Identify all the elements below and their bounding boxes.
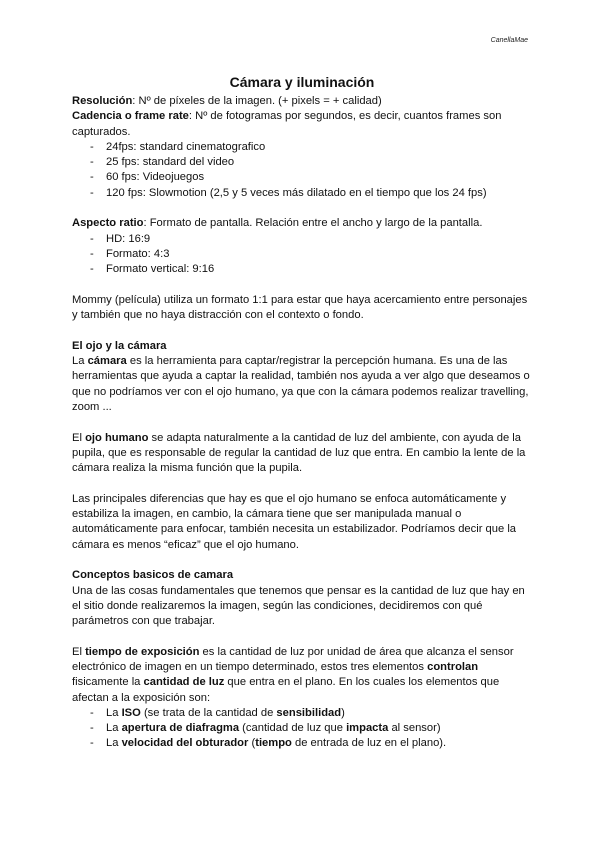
bold-term: tiempo (255, 737, 292, 750)
text-span: al sensor) (388, 722, 441, 735)
aspect-text: : Formato de pantalla. Relación entre el ancho y largo de la pantalla. (143, 217, 483, 230)
list-item: - Formato vertical: 9:16 (72, 262, 532, 277)
author-header: CanellaMae (490, 37, 528, 44)
eye-camera-heading: El ojo y la cámara (72, 339, 167, 352)
aspect-label: Aspecto ratio (72, 217, 144, 230)
bold-term: velocidad del obturador (121, 737, 249, 750)
text-span: La (106, 737, 122, 750)
text-span: La (106, 722, 122, 735)
text-span: ( (248, 737, 256, 750)
list-item (72, 736, 532, 751)
exposure-paragraph (72, 645, 532, 706)
list-item: - 60 fps: Videojuegos (72, 170, 532, 185)
bold-term: cámara (87, 355, 127, 368)
bold-term: controlan (427, 660, 479, 673)
text-span: se adapta naturalmente a la cantidad de luz del ambiente, con ayuda de la pupila, que es responsable de regular la cantidad de luz que entra. En cambio la lente de la cámara realiza la misma función que la pupila. (72, 431, 526, 475)
framerate-paragraph (72, 109, 532, 140)
text-span: ) (341, 706, 345, 719)
framerate-list (72, 140, 532, 201)
list-item: - Formato: 4:3 (72, 247, 532, 262)
framerate-label: Cadencia o frame rate (72, 110, 189, 123)
bold-term: ISO (121, 706, 141, 719)
text-span: es la herramienta para captar/registrar la percepción humana. Es una de las herramientas que ayuda a captar la realidad, también nos ayuda a ver algo que deseamos o que no podríamos ver con el ojo humano, ya que con la cámara podemos realizar travelling, zoom ... (72, 355, 530, 413)
camera-paragraph (72, 354, 532, 415)
aspect-list (72, 232, 532, 278)
bold-term: sensibilidad (276, 706, 342, 719)
text-span: (cantidad de luz que (239, 722, 347, 735)
resolution-text: : Nº de píxeles de la imagen. (+ pixels = + calidad) (132, 95, 382, 107)
bold-term: tiempo de exposición (85, 645, 200, 658)
bold-term: impacta (346, 722, 389, 735)
list-item (72, 706, 532, 721)
eye-paragraph (72, 431, 532, 477)
text-span: es la cantidad de luz por unidad de área que alcanza el sensor electrónico de imagen en un tiempo determinado, estos tres elementos (72, 645, 514, 673)
text-span: de entrada de luz en el plano). (291, 737, 447, 750)
document-body (72, 72, 532, 752)
bold-term: cantidad de luz (143, 676, 225, 689)
list-item: - 25 fps: standard del video (72, 155, 532, 170)
list-item: - 24fps: standard cinematografico (72, 140, 532, 155)
mommy-paragraph: Mommy (película) utiliza un formato 1:1 para estar que haya acercamiento entre personajes y también que no haya distracción con el contexto o fondo. (72, 293, 528, 322)
page-title: Cámara y iluminación (229, 74, 375, 90)
text-span: que entra en el plano. En los cuales los elementos que afectan a la exposición son: (72, 676, 500, 704)
framerate-text: : Nº de fotogramas por segundos, es decir, cuantos frames son capturados. (72, 110, 502, 138)
resolution-label: Resolución (72, 95, 133, 107)
concepts-paragraph: Una de las cosas fundamentales que tenemos que pensar es la cantidad de luz que hay en el sitio donde realizaremos la imagen, según las condiciones, decidiremos con qué parámetros con que trabajar. (72, 584, 525, 628)
text-span: (se trata de la cantidad de (140, 706, 277, 719)
text-span: La (72, 355, 88, 368)
concepts-heading: Conceptos basicos de camara (72, 569, 234, 582)
resolution-paragraph (72, 94, 532, 109)
text-span: El (72, 431, 86, 444)
bold-term: apertura de diafragma (121, 722, 240, 735)
bold-term: ojo humano (85, 431, 149, 444)
list-item: - HD: 16:9 (72, 232, 532, 247)
text-span: fisicamente la (72, 676, 144, 689)
aspect-paragraph (72, 216, 532, 231)
text-span: El (72, 645, 86, 658)
list-item: - 120 fps: Slowmotion (2,5 y 5 veces más dilatado en el tiempo que los 24 fps) (72, 186, 532, 201)
list-item (72, 721, 532, 736)
differences-paragraph: Las principales diferencias que hay es que el ojo humano se enfoca automáticamente y estabiliza la imagen, en cambio, la cámara tiene que ser manipulada manual o automáticamente para enfocar, también necesita un estabilizador. Podríamos decir que la cámara es menos “eficaz” que el ojo humano. (72, 492, 517, 551)
text-span: La (106, 706, 122, 719)
exposure-list (72, 706, 532, 752)
